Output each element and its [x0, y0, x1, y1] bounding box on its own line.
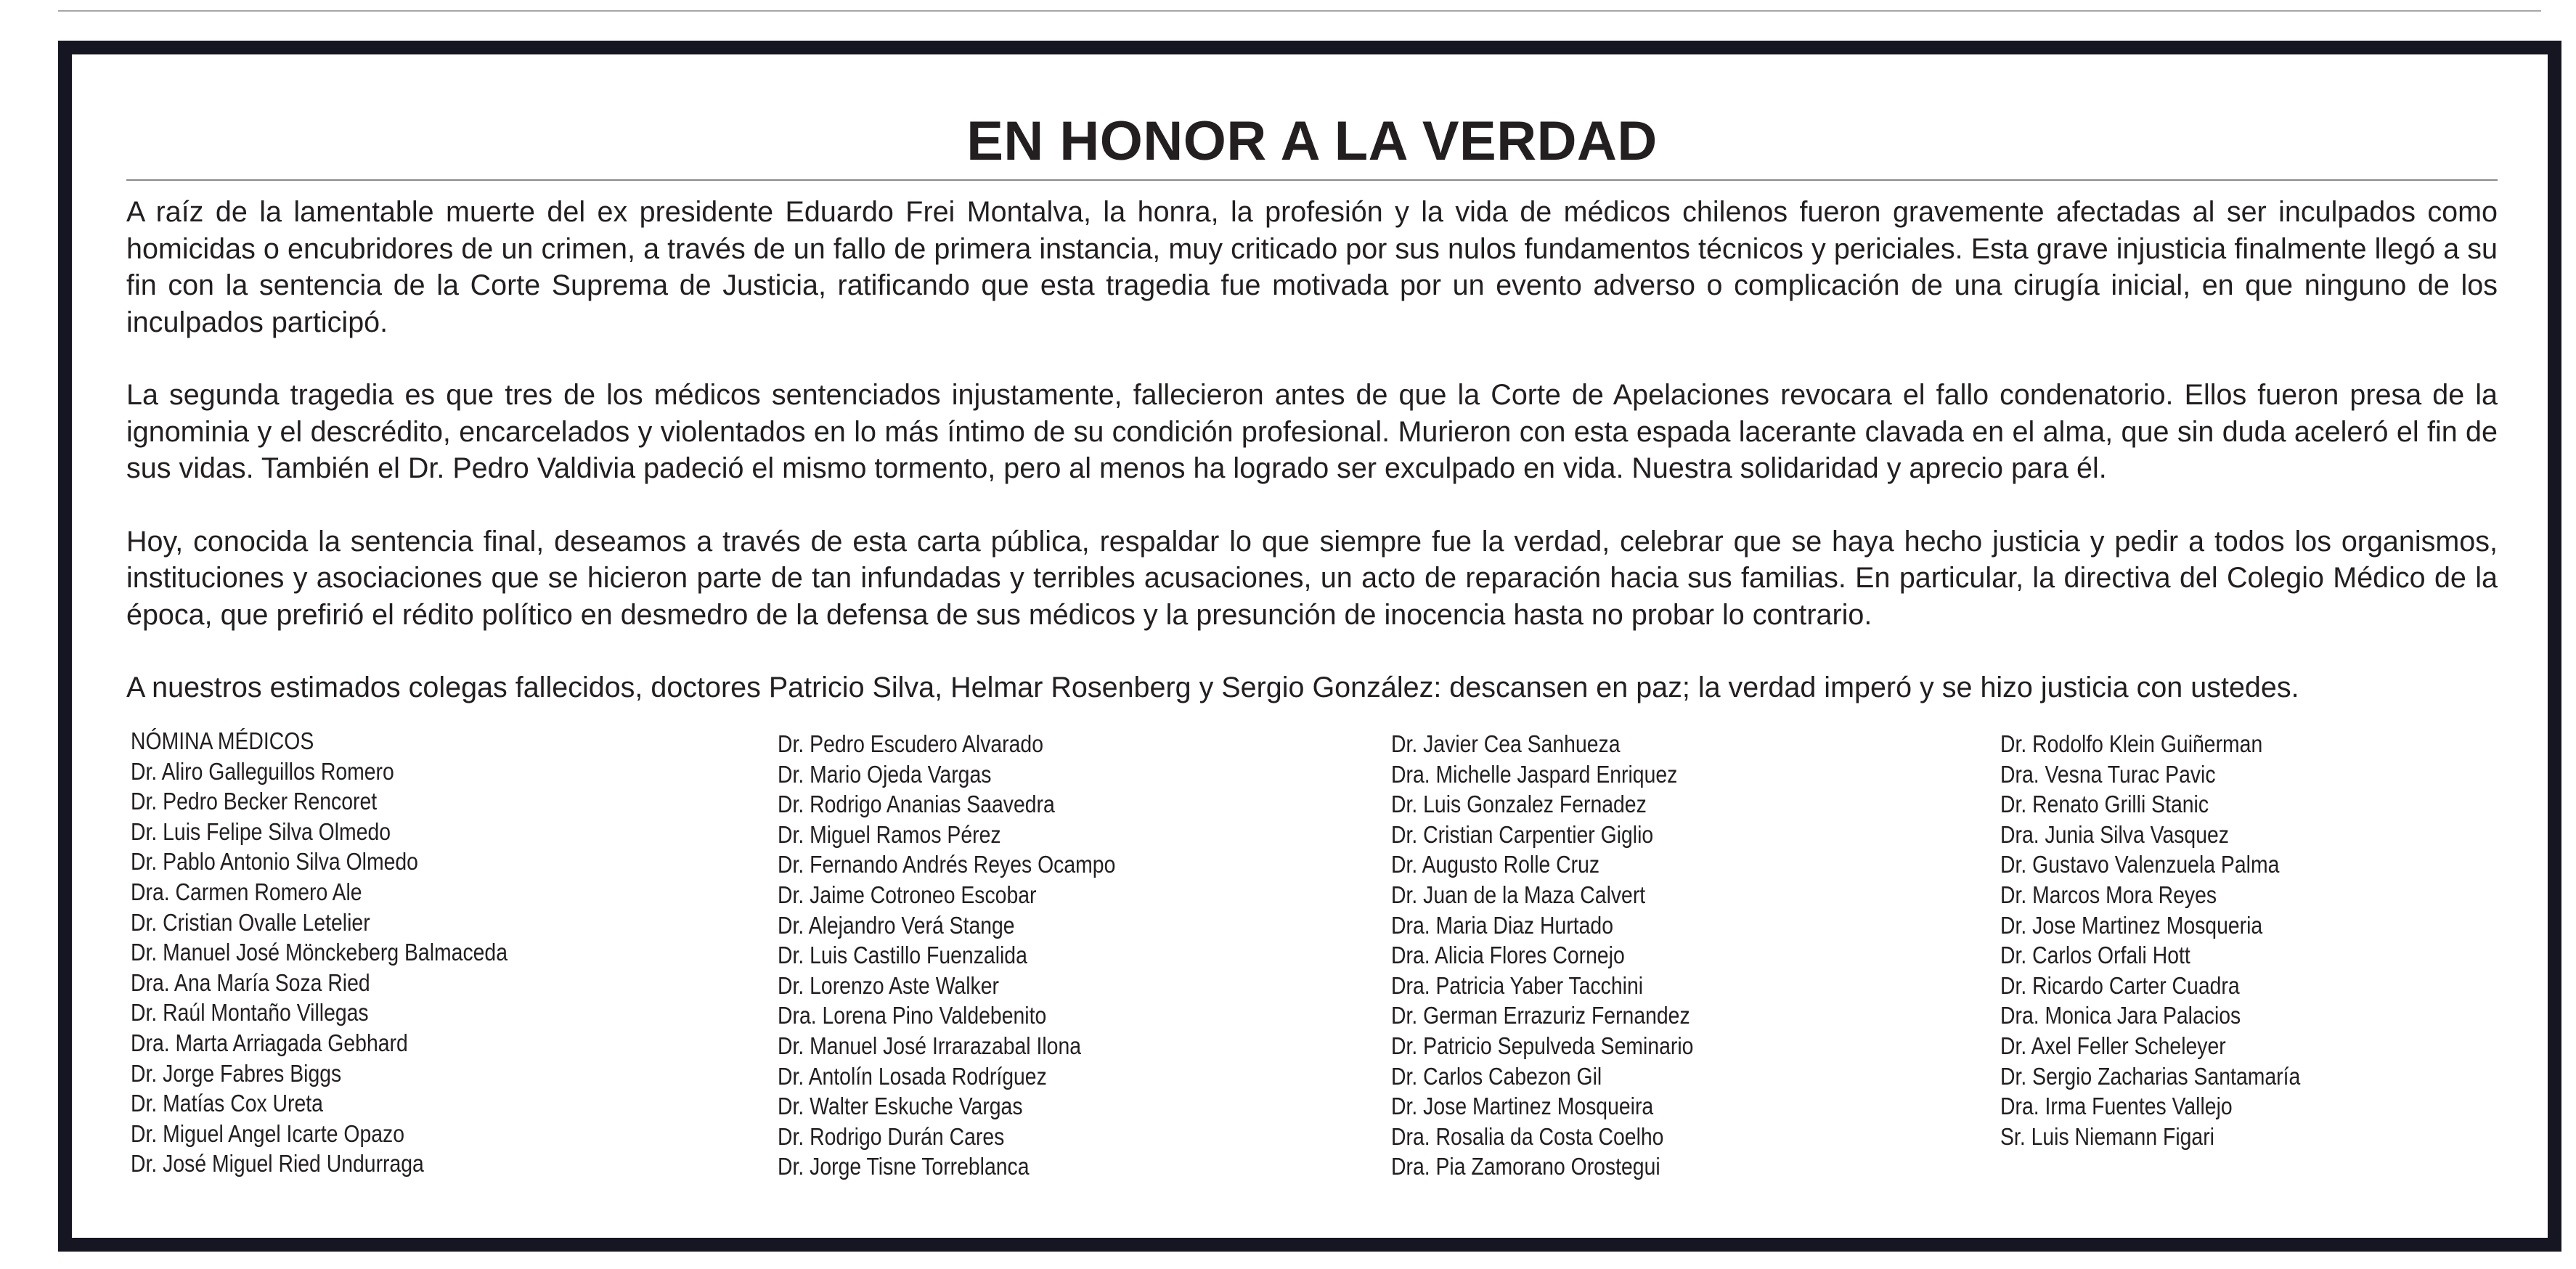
doctor-name: Dr. Aliro Galleguillos Romero	[131, 757, 394, 785]
doctor-name: Dr. Miguel Angel Icarte Opazo	[131, 1119, 405, 1147]
notice-body	[126, 110, 2498, 706]
doctor-name: Dr. Alejandro Verá Stange	[778, 911, 1015, 939]
doctor-column-3	[1391, 729, 1693, 1182]
doctor-name: Dr. Gustavo Valenzuela Palma	[2000, 851, 2280, 878]
doctor-column-2	[778, 729, 1115, 1182]
doctor-name: Dr. Sergio Zacharias Santamaría	[2000, 1062, 2301, 1090]
doctor-name: Dra. Monica Jara Palacios	[2000, 1002, 2241, 1029]
doctor-name: Dr. Raúl Montaño Villegas	[131, 999, 369, 1027]
doctor-name: Dr. Manuel José Irrarazabal Ilona	[778, 1032, 1082, 1059]
doctor-name: Dr. Rodolfo Klein Guiñerman	[2000, 730, 2263, 757]
doctor-name: Dr. Cristian Ovalle Letelier	[131, 908, 370, 936]
doctor-name: Dr. Renato Grilli Stanic	[2000, 791, 2209, 818]
doctor-name: Dra. Carmen Romero Ale	[131, 878, 362, 905]
doctor-column-1	[131, 726, 508, 1179]
doctor-name: Dra. Pia Zamorano Orostegui	[1391, 1153, 1660, 1180]
doctor-name: Dr. Fernando Andrés Reyes Ocampo	[778, 851, 1116, 878]
doctor-name: Dr. Pedro Becker Rencoret	[131, 788, 378, 815]
doctor-name: Dr. Luis Felipe Silva Olmedo	[131, 817, 391, 845]
doctor-name: Sr. Luis Niemann Figari	[2000, 1122, 2214, 1150]
doctor-name: Dra. Junia Silva Vasquez	[2000, 820, 2229, 848]
doctor-name: Dra. Marta Arriagada Gebhard	[131, 1029, 408, 1056]
doctor-name: Dr. Rodrigo Ananias Saavedra	[778, 791, 1055, 818]
doctor-name: Dra. Patricia Yaber Tacchini	[1391, 971, 1644, 999]
doctor-name: Dr. Pedro Escudero Alvarado	[778, 730, 1043, 757]
doctor-list	[131, 726, 2454, 1191]
list-heading: NÓMINA MÉDICOS	[131, 727, 314, 754]
doctor-name: Dra. Lorena Pino Valdebenito	[778, 1002, 1047, 1029]
doctor-name: Dr. Mario Ojeda Vargas	[778, 760, 992, 788]
doctor-name: Dr. Juan de la Maza Calvert	[1391, 881, 1646, 908]
doctor-name: Dr. Carlos Cabezon Gil	[1391, 1062, 1602, 1090]
doctor-name: Dra. Alicia Flores Cornejo	[1391, 942, 1625, 969]
doctor-name: Dr. Manuel José Mönckeberg Balmaceda	[131, 939, 508, 966]
doctor-name: Dra. Michelle Jaspard Enriquez	[1391, 760, 1678, 788]
doctor-name: Dr. Miguel Ramos Pérez	[778, 820, 1001, 848]
paragraph-3: Hoy, conocida la sentencia final, deseamos a través de esta carta pública, respaldar lo que siempre fue la verdad, celebrar que se haya hecho justicia y pedir a todos los organismos, instituciones y asociaciones que se hicieron parte de tan infundadas y terribles acusaciones, un acto de reparación hacia sus familias. En particular, la directiva del Colegio Médico de la época, que prefirió el rédito político en desmedro de la defensa de sus médicos y la presunción de inocencia hasta no probar lo contrario.	[126, 525, 2498, 631]
paragraph-1: A raíz de la lamentable muerte del ex presidente Eduardo Frei Montalva, la honra, la profesión y la vida de médicos chilenos fueron gravemente afectadas al ser inculpados como homicidas o encubridores de un crimen, a través de un fallo de primera instancia, muy criticado por sus nulos fundamentos técnicos y periciales. Esta grave injusticia finalmente llegó a su fin con la sentencia de la Corte Suprema de Justicia, ratificando que esta tragedia fue motivada por un evento adverso o complicación de una cirugía inicial, en que ninguno de los inculpados participó.	[126, 196, 2498, 338]
notice-title: EN HONOR A LA VERDAD	[966, 110, 1658, 172]
doctor-name: Dra. Rosalia da Costa Coelho	[1391, 1122, 1664, 1150]
doctor-name: Dra. Maria Diaz Hurtado	[1391, 911, 1613, 939]
doctor-name: Dr. Lorenzo Aste Walker	[778, 971, 999, 999]
doctor-name: Dr. Walter Eskuche Vargas	[778, 1093, 1023, 1120]
doctor-column-4	[2000, 729, 2300, 1151]
title-divider	[126, 179, 2498, 181]
doctor-name: Dr. Jaime Cotroneo Escobar	[778, 881, 1037, 908]
doctor-name: Dr. Jose Martinez Mosqueria	[2000, 911, 2263, 939]
doctor-name: Dr. Matías Cox Ureta	[131, 1090, 323, 1117]
doctor-name: Dr. Patricio Sepulveda Seminario	[1391, 1032, 1694, 1059]
doctor-name: Dr. Luis Gonzalez Fernadez	[1391, 791, 1647, 818]
doctor-name: Dr. Javier Cea Sanhueza	[1391, 730, 1621, 757]
doctor-name: Dr. Cristian Carpentier Giglio	[1391, 820, 1654, 848]
doctor-name: Dr. Jorge Tisne Torreblanca	[778, 1153, 1030, 1180]
doctor-name: Dra. Irma Fuentes Vallejo	[2000, 1093, 2233, 1120]
doctor-name: Dr. Axel Feller Scheleyer	[2000, 1032, 2226, 1059]
doctor-name: Dr. Augusto Rolle Cruz	[1391, 851, 1600, 878]
doctor-name: Dr. Luis Castillo Fuenzalida	[778, 942, 1027, 969]
doctor-name: Dr. Marcos Mora Reyes	[2000, 881, 2217, 908]
paragraph-4: A nuestros estimados colegas fallecidos, doctores Patricio Silva, Helmar Rosenberg y Sergio González: descansen en paz; la verdad imperó y se hizo justicia con ustedes.	[126, 672, 2299, 703]
paragraph-2: La segunda tragedia es que tres de los médicos sentenciados injustamente, fallecieron antes de que la Corte de Apelaciones revocara el fallo condenatorio. Ellos fueron presa de la ignominia y el descrédito, encarcelados y violentados en lo más íntimo de su condición profesional. Murieron con esta espada lacerante clavada en el alma, que sin duda aceleró el fin de sus vidas. También el Dr. Pedro Valdivia padeció el mismo tormento, pero al menos ha logrado ser exculpado en vida. Nuestra solidaridad y aprecio para él.	[126, 379, 2498, 484]
top-rule	[58, 10, 2541, 12]
doctor-name: Dr. Jose Martinez Mosqueira	[1391, 1093, 1654, 1120]
doctor-name: Dra. Vesna Turac Pavic	[2000, 760, 2216, 788]
doctor-name: Dr. Rodrigo Durán Cares	[778, 1122, 1005, 1150]
doctor-name: Dra. Ana María Soza Ried	[131, 968, 370, 996]
doctor-name: Dr. Jorge Fabres Biggs	[131, 1059, 342, 1087]
doctor-name: Dr. Antolín Losada Rodríguez	[778, 1062, 1047, 1090]
doctor-name: Dr. Ricardo Carter Cuadra	[2000, 971, 2240, 999]
doctor-name: Dr. German Errazuriz Fernandez	[1391, 1002, 1690, 1029]
doctor-name: Dr. Carlos Orfali Hott	[2000, 942, 2190, 969]
doctor-name: Dr. José Miguel Ried Undurraga	[131, 1150, 424, 1178]
doctor-name: Dr. Pablo Antonio Silva Olmedo	[131, 848, 418, 876]
